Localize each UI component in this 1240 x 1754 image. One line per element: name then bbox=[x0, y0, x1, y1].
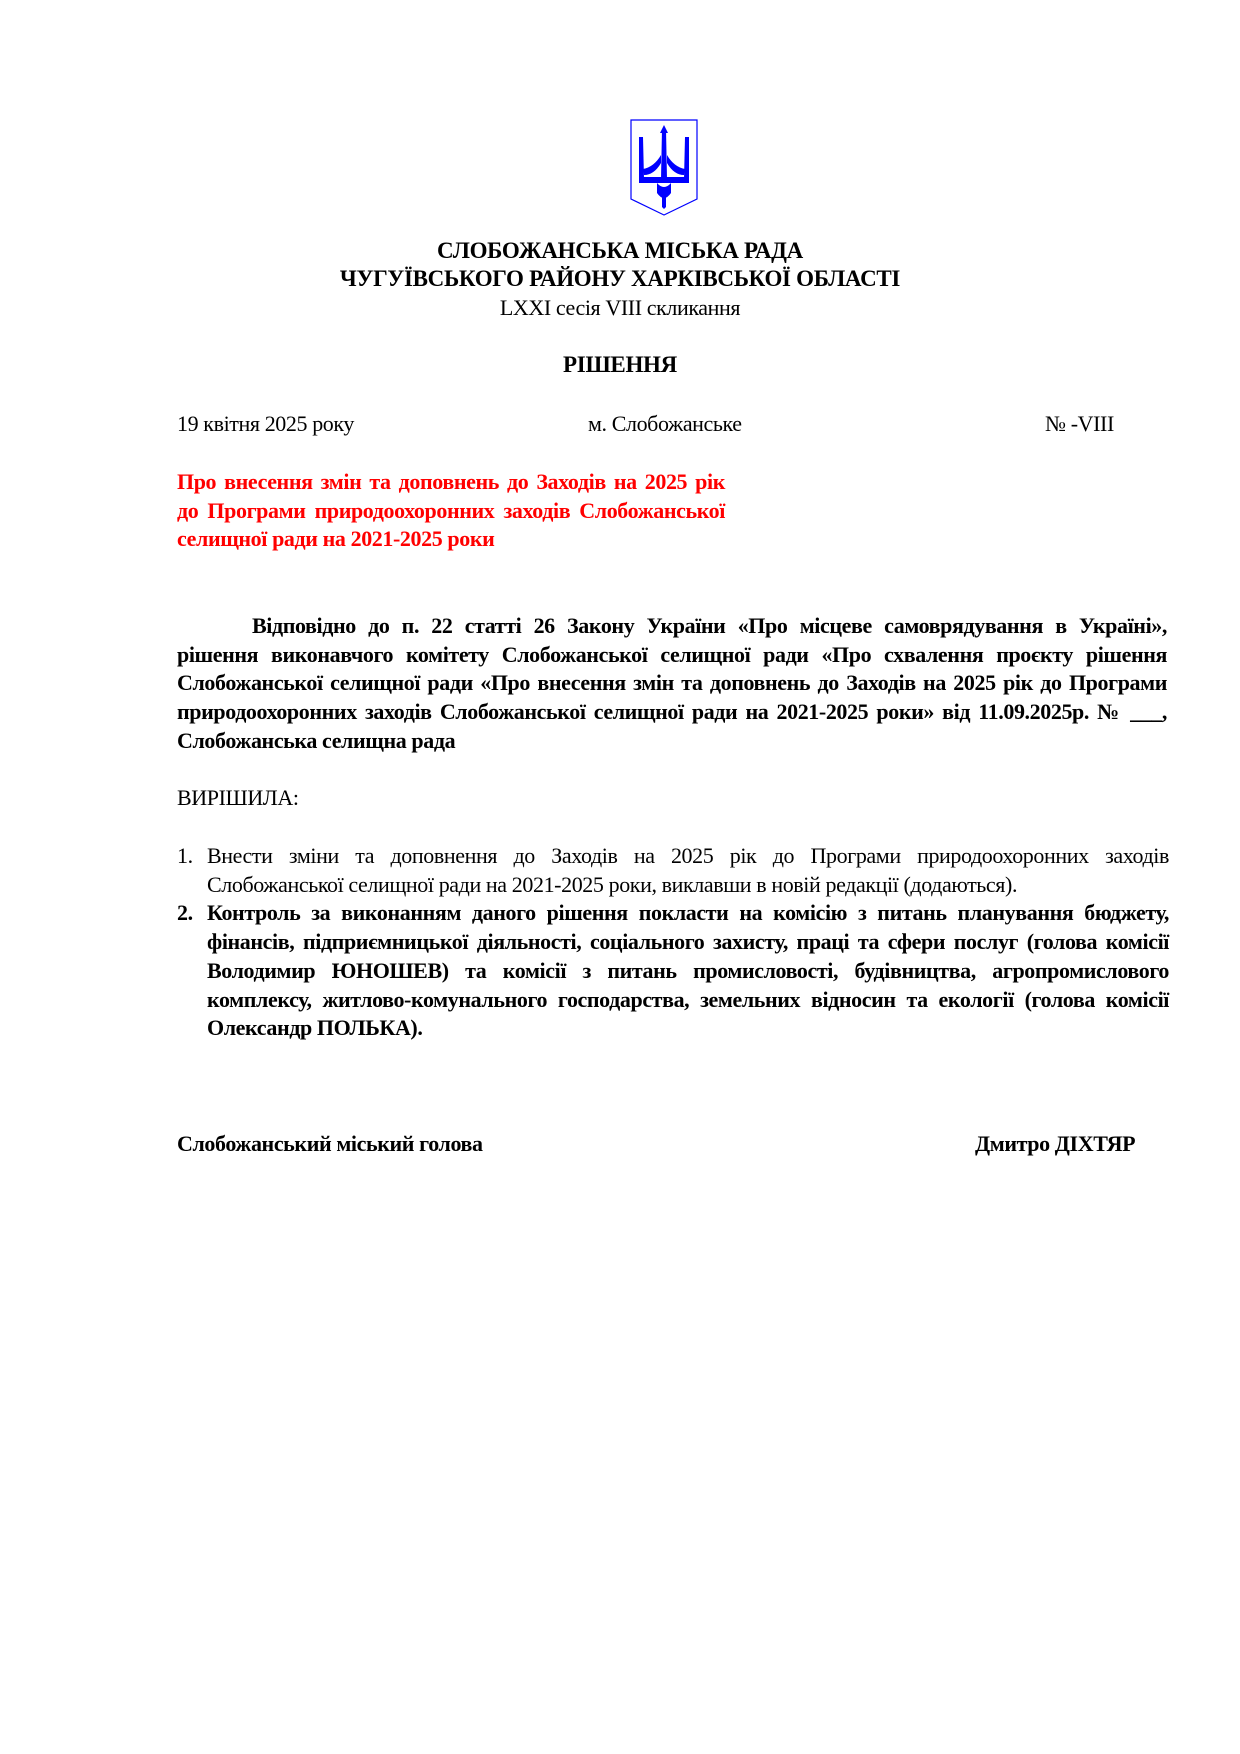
document-type: РІШЕННЯ bbox=[563, 352, 677, 377]
session-info: LXXI сесія VIII скликання bbox=[499, 295, 741, 320]
decision-date: 19 квітня 2025 року bbox=[177, 411, 354, 436]
resolution-list bbox=[177, 842, 1169, 1043]
preamble: Відповідно до п. 22 статті 26 Закону України «Про місцеве самоврядування в Україні», рішення виконавчого комітету Слобожанської селищної ради «Про схвалення проєкту рішення Слобожанської селищної ради «Про внесення змін та доповнень до Заходів на 2025 рік до Програми природоохоронних заходів Слобожанської селищної ради на 2021-2025 роки» від 11.09.2025р. № ___, Слобожанська селищна рада bbox=[177, 613, 1167, 753]
decision-subject: Про внесення змін та доповнень до Заходів на 2025 рік до Програми природоохоронних заходів Слобожанської селищної ради на 2021-2025 роки bbox=[177, 469, 725, 552]
item-text: Контроль за виконанням даного рішення покласти на комісію з питань планування бюджету, фінансів, підприємницької діяльності, соціального захисту, праці та сфери послуг (голова комісії Володимир ЮНОШЕВ) та комісії з питань промисловості, будівництва, агропромислового комплексу, житлово-комунального господарства, земельних відносин та екології (голова комісії Олександр ПОЛЬКА). bbox=[207, 900, 1169, 1041]
signature-name: Дмитро ДІХТЯР bbox=[975, 1131, 1136, 1156]
district-name: ЧУГУЇВСЬКОГО РАЙОНУ ХАРКІВСЬКОЇ ОБЛАСТІ bbox=[339, 266, 901, 291]
item-number: 1. bbox=[177, 843, 193, 868]
item-number: 2. bbox=[177, 900, 193, 926]
coat-of-arms-icon bbox=[630, 119, 698, 216]
decision-number: № -VIII bbox=[1045, 411, 1114, 436]
resolution-item bbox=[177, 842, 1169, 899]
signature-title: Слобожанський міський голова bbox=[177, 1131, 483, 1156]
resolved-heading: ВИРІШИЛА: bbox=[177, 785, 299, 810]
decision-place: м. Слобожанське bbox=[588, 411, 742, 436]
council-name: СЛОБОЖАНСЬКА МІСЬКА РАДА bbox=[437, 238, 803, 263]
resolution-item bbox=[177, 899, 1169, 1043]
item-text: Внести зміни та доповнення до Заходів на 2025 рік до Програми природоохоронних заходів Слобожанської селищної ради на 2021-2025 роки, виклавши в новій редакції (додаються). bbox=[207, 843, 1169, 897]
